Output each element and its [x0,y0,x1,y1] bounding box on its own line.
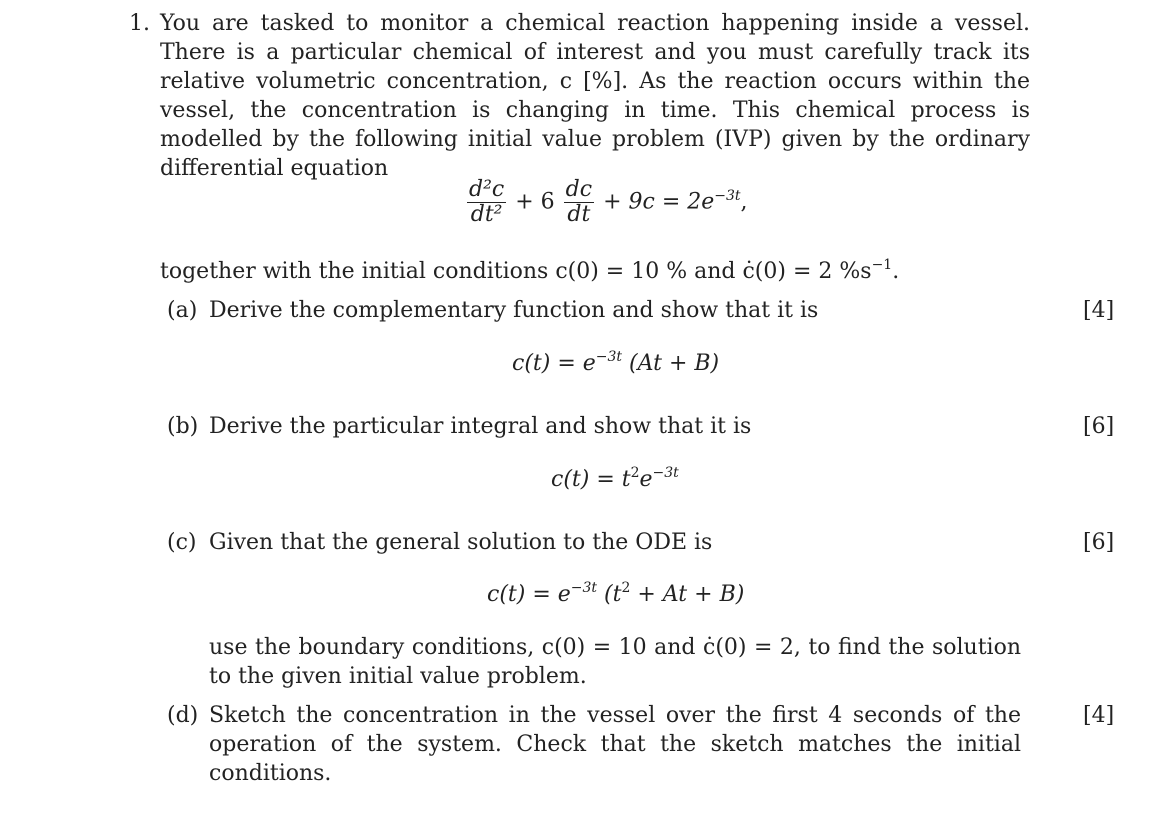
part-b-equation [551,465,679,497]
part-c-eq-post2: + At + B) [630,582,745,607]
part-c-eq-post1: (t [597,582,622,607]
initial-conditions [160,257,899,289]
part-d-label: (d) [167,703,199,728]
ode-term-plus6: + 6 [515,189,555,215]
part-c-mark: [6] [1083,530,1115,555]
ode-frac1-denominator: dt² [470,202,503,227]
part-a-mark: [4] [1083,298,1115,323]
initial-conditions-exponent: −1 [871,257,893,273]
part-c-after: use the boundary conditions, c(0) = 10 and ċ(0) = 2, to find the solution to the given initial value problem. [209,635,1021,689]
part-b-mark: [6] [1083,414,1115,439]
part-a-eq-exp: −3t [595,349,623,365]
part-d-text: Sketch the concentration in the vessel over the first 4 seconds of the operation of the system. Check that the sketch matches the initial conditions. [209,703,1021,786]
ode-frac1-numerator: d²c [469,177,505,202]
question-number: 1. [129,11,150,36]
initial-conditions-text: together with the initial conditions c(0) = 10 % and ċ(0) = 2 %s [160,259,872,284]
part-b-eq-mid: e [639,467,653,492]
part-c-label: (c) [167,530,197,555]
ode-fraction-first-derivative [564,178,594,227]
ode-frac2-denominator: dt [567,202,591,227]
question-intro: You are tasked to monitor a chemical reaction happening inside a vessel. There is a particular chemical of interest and you must carefully track its relative volumetric concentration, c [%]. As the reaction occurs within the vessel, the concentration is changing in time. This chemical process is modelled by the following initial value problem (IVP) given by the ordinary differential equation [160,11,1030,181]
part-d-mark: [4] [1083,703,1115,728]
part-b-eq-pre: c(t) = t [551,467,631,492]
ode-term-rest: + 9c = 2e [603,189,715,215]
part-b-eq-exp: −3t [652,465,679,481]
part-c-eq-exp: −3t [570,580,598,596]
part-c-eq-square: 2 [621,580,631,596]
part-b-text: Derive the particular integral and show that it is [209,414,752,439]
initial-conditions-tail: . [892,259,900,284]
ode-frac2-numerator: dc [565,177,593,202]
part-a-text: Derive the complementary function and show that it is [209,298,819,323]
part-a-label: (a) [167,298,198,323]
part-c-text: Given that the general solution to the ODE is [209,530,713,555]
part-b-eq-square: 2 [630,465,640,481]
part-b-label: (b) [167,414,199,439]
ode-fraction-second-derivative [467,178,506,227]
part-c-eq-pre: c(t) = e [487,582,571,607]
part-a-eq-post: (At + B) [622,351,720,376]
part-a-eq-pre: c(t) = e [512,351,596,376]
ode-exponent: −3t [714,187,741,204]
ode-tail: , [740,189,748,215]
part-c-equation [487,580,744,612]
ode-equation [465,178,748,227]
part-a-equation [512,349,719,381]
